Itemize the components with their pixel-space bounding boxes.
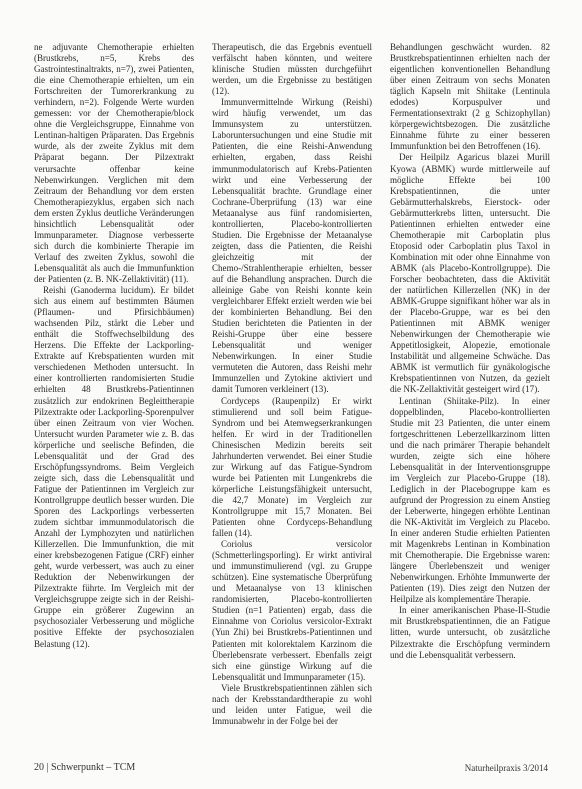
paragraph: Behandlungen geschwächt wurden. 82 Brustkrebspatientinnen erhielten nach der eigentlichen konventionellen Behandlung über einen Zeitraum von sechs Monaten täglich Kapseln mit Shiitake (Lentinula edodes) Korpuspulver und Fermentationsextrakt (2 g Schizophyllan) körpergewichtsbezogen. Die zusätzliche Einnahme führte zu einer besseren Immunfunktion bei den Betroffenen (16). [390, 42, 550, 152]
paragraph: ne adjuvante Chemotherapie erhielten (Brustkrebs, n=5, Krebs des Gastrointestinaltrakts, n=7), zwei Patienten, die eine Chemotherapie erhielten, um ein Fortschreiten der Tumorerkrankung zu verhindern, n=2). Folgende Werte wurden gemessen: vor der Chemotherapie/block ohne die Vergleichsgruppe, Einnahme von Lentinan-haltigen Präparaten. Das Ergebnis wurde, als der zweite Zyklus mit dem Präparat begann. Der Pilzextrakt verursachte offenbar keine Nebenwirkungen. Verglichen mit dem Zeitraum der Behandlung vor dem ersten Chemotherapiezyklus, ergaben sich nach dem ersten Zyklus deutliche Veränderungen hinsichtlich Lebensqualität oder Immunparameter. Diagnose verbesserte sich durch die kombinierte Therapie im Verlauf des zweiten Zyklus, sowohl die Lebensqualität als auch die Immunfunktion der Patienten (z. B. NK-Zellaktivität) (11). [34, 42, 194, 284]
paragraph: Coriolus versicolor (Schmetterlingsporling). Er wirkt antiviral und immunstimulierend (vgl. zu Gruppe schützen). Eine systematische Überprüfung und Metaanalyse von 13 klinischen randomisierten, Placebo-kontrollierten Studien (n=1 Patienten) ergab, dass die Einnahme von Coriolus versicolor-Extrakt (Yun Zhi) bei Brustkrebs-Patientinnen und Patienten mit kolorektalem Karzinom die Überlebensrate verbessert. Ebenfalls zeigt sich eine günstige Wirkung auf die Lebensqualität und Immunparameter (15). [212, 539, 372, 682]
paragraph: Therapeutisch, die das Ergebnis eventuell verfälscht haben könnten, und weitere klinische Studien müssten durchgeführt werden, um die Ergebnisse zu bestätigen (12). [212, 42, 372, 97]
paragraph: Der Heilpilz Agaricus blazei Murill Kyowa (ABMK) wurde mittlerweile auf mögliche Effekte bei 100 Krebspatientinnen, die unter Gebärmutterhalskrebs, Eierstock- oder Gebärmutterkrebs litten, untersucht. Die Patientinnen erhielten entweder eine Chemotherapie mit Carboplatin plus Etoposid oder Carboplatin plus Taxol in Kombination mit oder ohne Einnahme von ABMK (als Placebo-Kontrollgruppe). Die Forscher beobachteten, dass die Aktivität der natürlichen Killerzellen (NK) in der ABMK-Gruppe signifikant höher war als in der Placebo-Gruppe, war es bei den Patientinnen mit ABMK weniger Nebenwirkungen der Chemotherapie wie Appetitlosigkeit, Alopezie, emotionale Instabilität und allgemeine Schwäche. Das ABMK ist vermutlich für gynäkologische Krebspatientinnen von Nutzen, da gezielt die NK-Zellaktivität gesteigert wird (17). [390, 152, 550, 395]
paragraph: Reishi (Ganoderma lucidum). Er bildet sich aus einem auf bestimmten Bäumen (Pflaumen- und Pfirsichbäumen) wachsenden Pilz, stärkt die Leber und enthält die Stoffwechselbildung des Herzens. Die Effekte der Lackporling-Extrakte auf Krebspatienten wurden mit verschiedenen Methoden untersucht. In einer kontrollierten randomisierten Studie erhielten 48 Brustkrebs-Patientinnen zusätzlich zur endokrinen Begleittherapie Pilzextrakte oder Lackporling-Sporenpulver über einen Zeitraum von vier Wochen. Untersucht wurden Parameter wie z. B. das körperliche und seelische Befinden, die Lebensqualität und der Grad des Erschöpfungssyndroms. Beim Vergleich zeigte sich, dass die Lebensqualität und Fatigue der Patientinnen im Vergleich zur Kontrollgruppe deutlich besser wurden. Die Sporen des Lackporlings verbesserten zudem sichtbar immunmodulatorisch die Anzahl der Lymphozyten und natürlichen Killerzellen. Die Immunfunktion, die mit einer krebsbezogenen Fatigue (CRF) einher geht, wurde verbessert, was auch zu einer Reduktion der Nebenwirkungen der Pilzextrakte führte. Im Vergleich mit der Vergleichsgruppe zeigte sich in der Reishi-Gruppe ein größerer Zugewinn an psychosozialer Verbesserung und mögliche positive Effekte der psychosozialen Belastung (12). [34, 285, 194, 649]
issue-label: Naturheilpraxis 3/2014 [464, 763, 548, 773]
paragraph: Lentinan (Shiitake-Pilz). In einer doppelblinden, Placebo-kontrollierten Studie mit 23 Patienten, die unter einem fortgeschrittenen Leberzellkarzinom litten und die nach primärer Therapie behandelt wurden, zeigte sich eine höhere Lebensqualität in der Interventionsgruppe im Vergleich zur Placebo-Gruppe (18). Lediglich in der Placebogruppe kam es aufgrund der Progression zu einem Anstieg der Leberwerte, hingegen erhöhte Lentinan die NK-Aktivität im Vergleich zu Placebo. In einer anderen Studie erhielten Patienten mit Magenkrebs Lentinan in Kombination mit Chemotherapie. Die Ergebnisse waren: längere Überlebenszeit und weniger Nebenwirkungen. Erhöhte Immunwerte der Patienten (19). Dies zeigt den Nutzen der Heilpilze als komplementäre Therapie. [390, 395, 550, 605]
paragraph: In einer amerikanischen Phase-II-Studie mit Brustkrebspatientinnen, die an Fatigue litten, wurde untersucht, ob zusätzliche Pilzextrakte die Erschöpfung vermindern und die Lebensqualität verbessern. [390, 605, 550, 660]
text-column-1 [34, 42, 194, 758]
paragraph: Cordyceps (Raupenpilz) Er wirkt stimulierend und soll beim Fatigue-Syndrom und bei Atemwegserkrankungen helfen. Er wird in der Traditionellen Chinesischen Medizin bereits seit Jahrhunderten verwendet. Bei einer Studie zur Wirkung auf das Fatigue-Syndrom wurde bei Patienten mit Lungenkrebs die körperliche Leistungsfähigkeit untersucht, die 42,7 Monate) im Vergleich zur Kontrollgruppe mit 15,7 Monaten. Bei Patienten ohne Cordyceps-Behandlung fallen (14). [212, 395, 372, 539]
paragraph: Viele Brustkrebspatientinnen zählen sich nach der Krebsstandardtherapie zu wohl und leiden unter Fatigue, weil die Immunabwehr in der Folge bei der [212, 682, 372, 726]
text-column-2 [212, 42, 372, 758]
text-column-3 [390, 42, 550, 758]
paragraph: Immunvermittelnde Wirkung (Reishi) wird häufig verwendet, um das Immunsystem zu unterstützen. Laboruntersuchungen und eine Studie mit Patienten, die eine Reishi-Anwendung erhielten, ergaben, dass Reishi immunmodulatorisch auf Krebs-Patienten wirkt und eine Verbesserung der Lebensqualität brachte. Grundlage einer Cochrane-Überprüfung (13) war eine Metaanalyse aus fünf randomisierten, kontrollierten, Placebo-kontrollierten Studien. Die Ergebnisse der Metaanalyse zeigten, dass die Patienten, die Reishi gleichzeitig mit der Chemo-/Strahlentherapie erhielten, besser auf die Behandlung ansprachen. Durch die alleinige Gabe von Reishi konnte kein vergleichbarer Effekt erzielt werden wie bei der kombinierten Behandlung. Bei den Studien berichteten die Patienten in der Reishi-Gruppe über eine bessere Lebensqualität und weniger Nebenwirkungen. In einer Studie vermuteten die Autoren, dass Reishi mehr Immunzellen und Zytokine aktiviert und damit Tumoren verkleinert (13). [212, 97, 372, 395]
page-number-label: 20 | Schwerpunkt – TCM [34, 762, 136, 773]
